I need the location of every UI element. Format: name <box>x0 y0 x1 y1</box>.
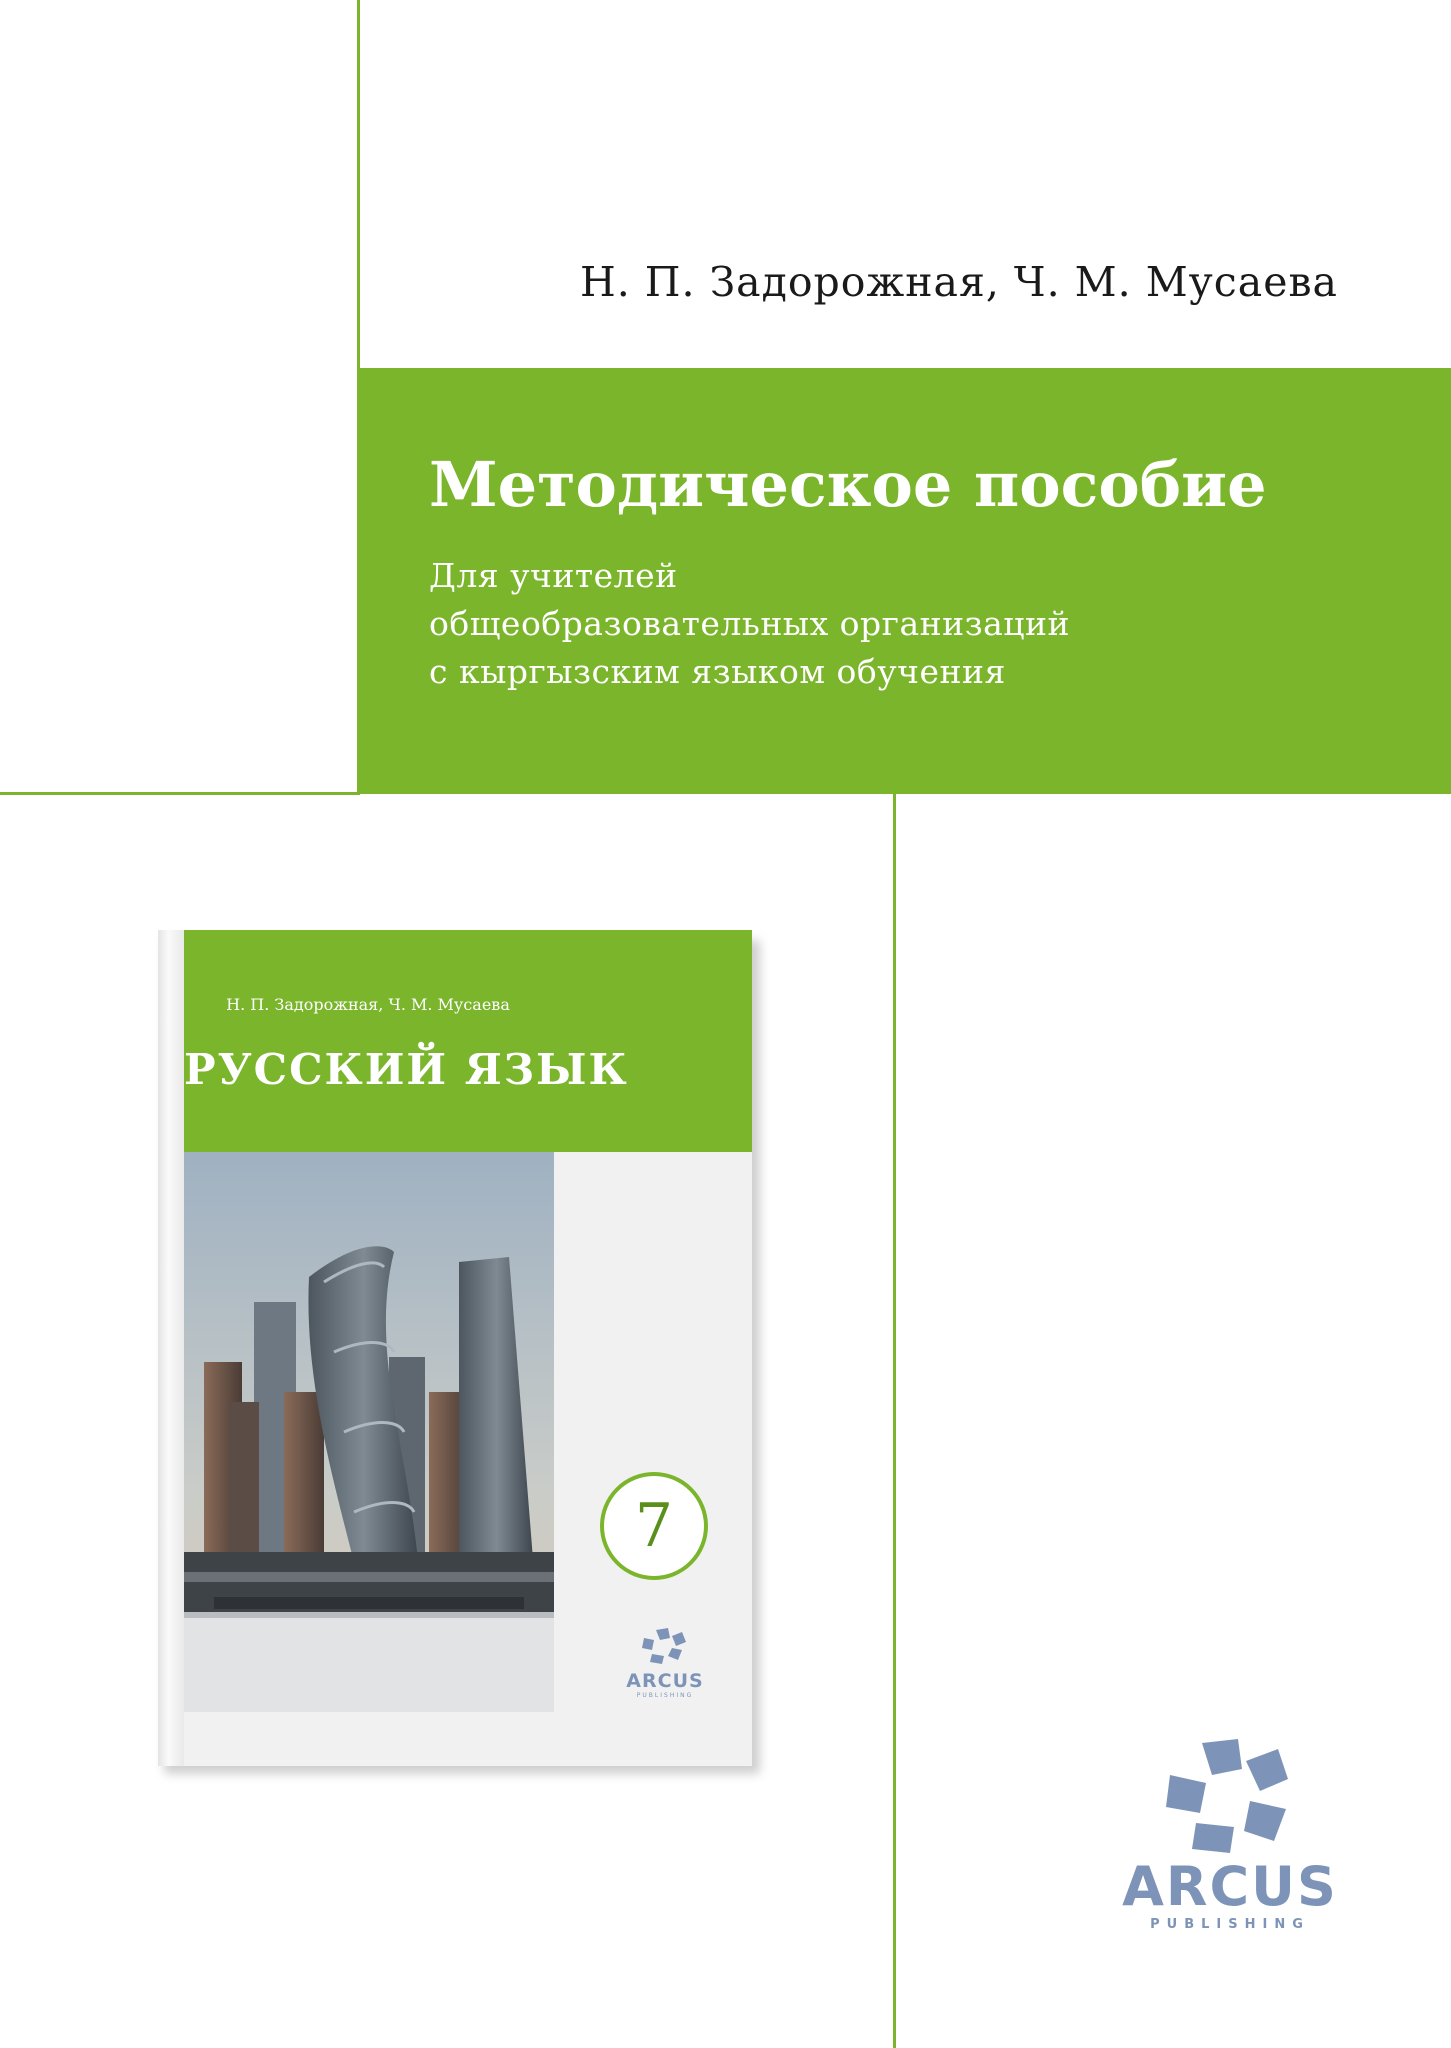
cover-subtitle <box>429 552 1070 696</box>
book-publisher-logo <box>620 1626 710 1699</box>
book-publisher-sub: PUBLISHING <box>636 1692 694 1699</box>
arcus-small-icon <box>620 1626 710 1666</box>
skyline-illustration <box>184 1152 554 1712</box>
publisher-name: ARCUS <box>1122 1855 1338 1918</box>
title-banner <box>359 368 1451 794</box>
cover-authors: Н. П. Задорожная, Ч. М. Мусаева <box>579 258 1338 306</box>
grade-badge: 7 <box>600 1472 708 1580</box>
city-skyline-photo <box>184 1152 554 1712</box>
book-spine <box>158 930 184 1766</box>
book-title: РУССКИЙ ЯЗЫК <box>184 1045 629 1094</box>
book-title-band <box>184 930 752 1152</box>
horizontal-rule-left <box>0 792 360 795</box>
publisher-logo <box>1120 1735 1340 1932</box>
vertical-rule-bottom <box>893 792 896 2048</box>
subtitle-line-1: Для учителей <box>429 556 678 595</box>
subtitle-line-3: с кыргызским языком обучения <box>429 652 1006 691</box>
cover-title: Методическое пособие <box>429 448 1267 521</box>
book-authors: Н. П. Задорожная, Ч. М. Мусаева <box>226 995 510 1014</box>
arcus-icon <box>1160 1735 1300 1855</box>
book-publisher-name: ARCUS <box>626 1670 704 1692</box>
publisher-subtitle: PUBLISHING <box>1150 1917 1310 1932</box>
subtitle-line-2: общеобразовательных организаций <box>429 604 1071 643</box>
